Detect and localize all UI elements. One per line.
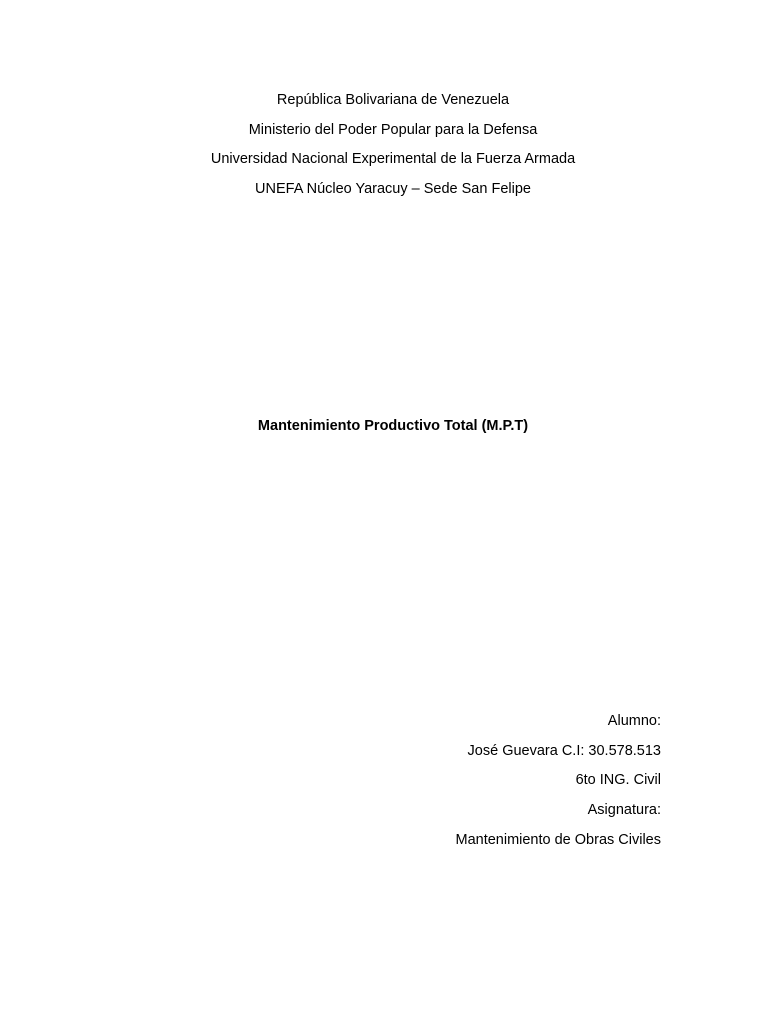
subject-name: Mantenimiento de Obras Civiles	[455, 831, 661, 848]
student-name-id: José Guevara C.I: 30.578.513	[467, 742, 661, 759]
header-ministry: Ministerio del Poder Popular para la Defensa	[248, 121, 538, 138]
student-label: Alumno:	[607, 713, 661, 729]
header-campus: UNEFA Núcleo Yaracuy – Sede San Felipe	[255, 181, 531, 198]
student-info	[455, 711, 661, 859]
subject-label: Asignatura:	[587, 802, 661, 819]
header-country: República Bolivariana de Venezuela	[276, 92, 510, 108]
document-title: Mantenimiento Productivo Total (M.P.T)	[257, 418, 529, 434]
student-course: 6to ING. Civil	[575, 772, 661, 789]
header-university: Universidad Nacional Experimental de la Fuerza Armada	[210, 151, 576, 168]
institution-header	[0, 90, 768, 209]
